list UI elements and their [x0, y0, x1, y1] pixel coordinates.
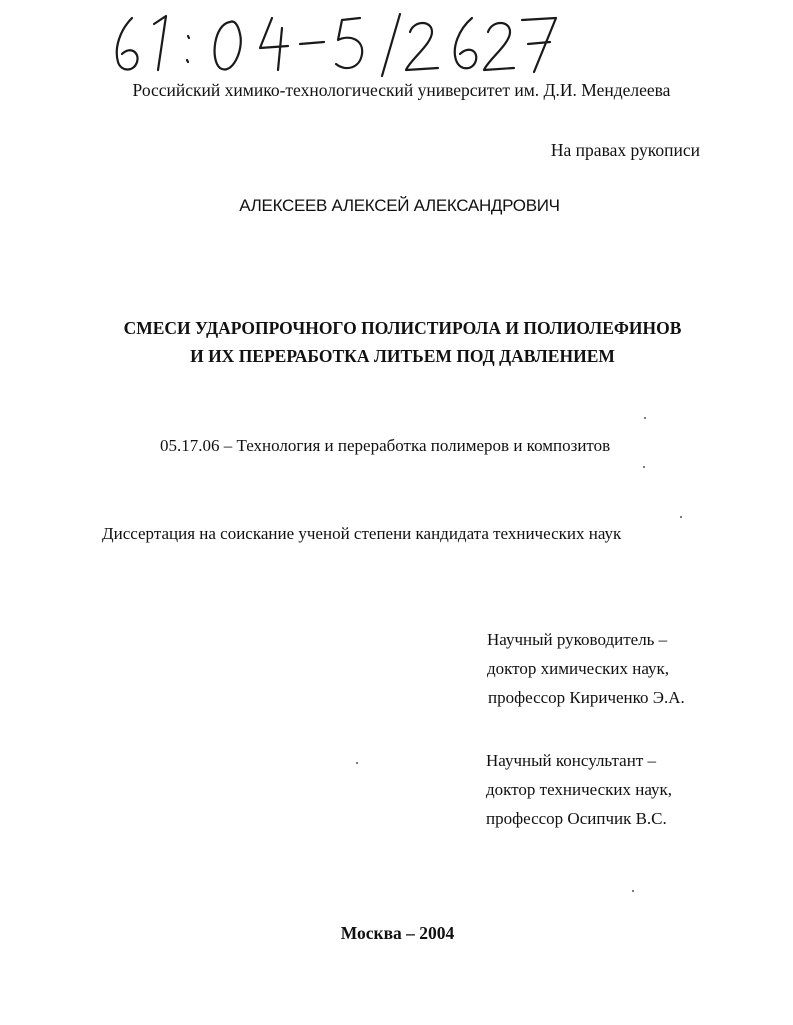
dissertation-title: [0, 314, 793, 370]
scan-speck: [644, 417, 646, 419]
place-and-year: Москва – 2004: [340, 923, 455, 943]
scan-speck: [680, 516, 682, 518]
handwritten-number-drawing: [110, 10, 570, 80]
advisor-role: Научный руководитель –: [487, 630, 668, 649]
handwritten-archive-number: [110, 10, 570, 80]
consultant-degree: доктор технических наук,: [486, 780, 673, 799]
consultant-role: Научный консультант –: [486, 751, 656, 770]
specialty-code: 05.17.06 – Технология и переработка полимеров и композитов: [160, 436, 611, 455]
title-line-1: СМЕСИ УДАРОПРОЧНОГО ПОЛИСТИРОЛА И ПОЛИОЛЕФИНОВ: [123, 318, 682, 338]
scan-speck: [632, 890, 634, 892]
title-line-2: И ИХ ПЕРЕРАБОТКА ЛИТЬЕМ ПОД ДАВЛЕНИЕМ: [190, 346, 615, 366]
advisor-name: профессор Кириченко Э.А.: [488, 688, 685, 707]
author-name: АЛЕКСЕЕВ АЛЕКСЕЙ АЛЕКСАНДРОВИЧ: [239, 196, 560, 215]
scientific-consultant-block: [486, 746, 672, 833]
scan-speck: [356, 762, 358, 764]
consultant-name: профессор Осипчик В.С.: [486, 809, 667, 828]
scientific-advisor-block: [487, 625, 685, 712]
scan-speck: [643, 466, 645, 468]
manuscript-rights-note: На правах рукописи: [550, 140, 700, 160]
dissertation-degree-statement: Диссертация на соискание ученой степени кандидата технических наук: [102, 524, 622, 543]
advisor-degree: доктор химических наук,: [487, 659, 670, 678]
university-name: Российский химико-технологический университет им. Д.И. Менделеева: [132, 80, 671, 100]
